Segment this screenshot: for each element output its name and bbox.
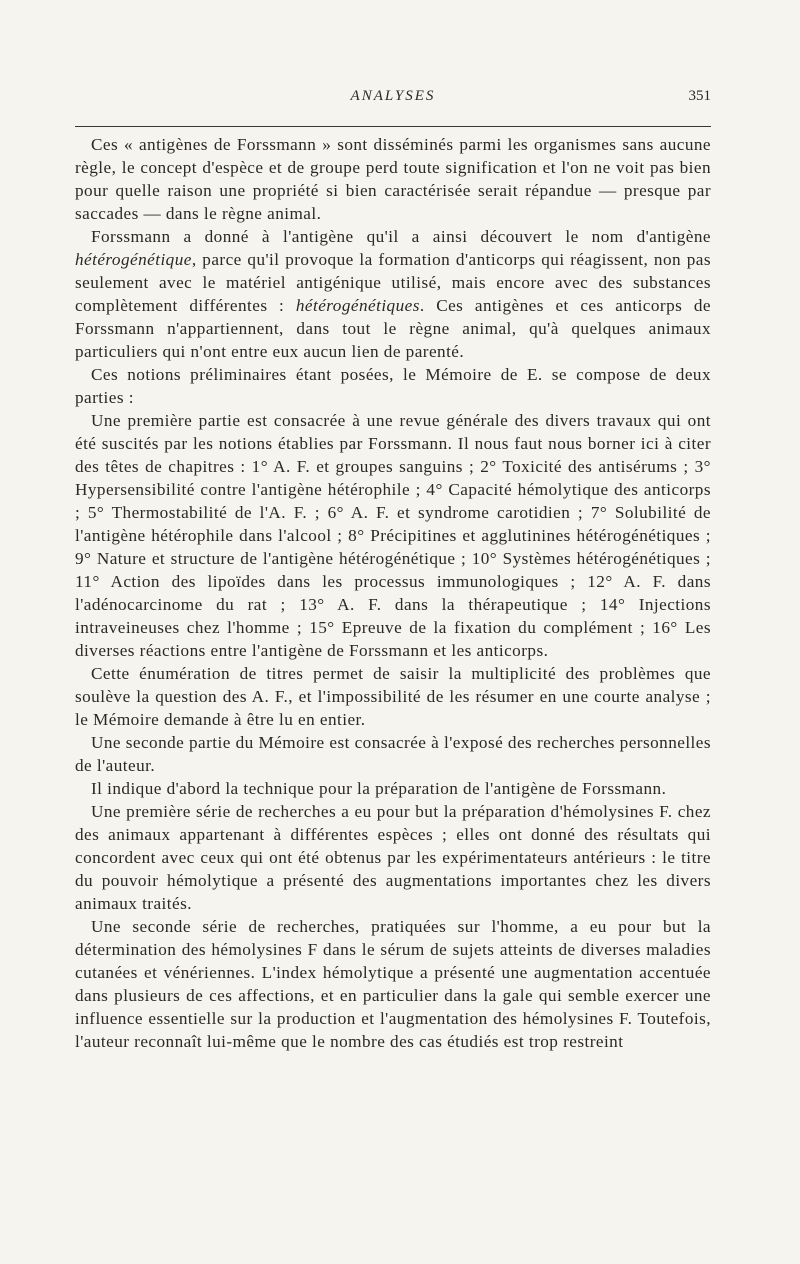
paragraph-2-part-c: . Ces antigènes et ces anticorps de Forssmann n'appartiennent, dans tout le règne animal, qu'à quelques animaux particuliers qui n'ont entre eux aucun lien de parenté. [75, 296, 711, 361]
running-title: ANALYSES [350, 88, 436, 104]
paragraph-9: Une seconde série de recherches, pratiquées sur l'homme, a eu pour but la détermination des hémolysines F dans le sérum de sujets atteints de diverses maladies cutanées et vénériennes. L'index hémolytique a présenté une augmentation accentuée dans plusieurs de ces affections, et en particulier dans la gale qui semble exercer une influence essentielle sur la production et l'augmentation des hémolysines F. Toutefois, l'auteur reconnaît lui-même que le nombre des cas étudiés est trop restreint [75, 917, 711, 1051]
paragraph-8: Une première série de recherches a eu pour but la préparation d'hémolysines F. chez des animaux appartenant à différentes espèces ; elles ont donné des résultats qui concordent avec ceux qui ont été obtenus par les expérimentateurs antérieurs : le titre du pouvoir hémolytique a présenté des augmentations importantes chez les divers animaux traités. [75, 802, 711, 913]
page-header [75, 86, 711, 114]
paragraph-7: Il indique d'abord la technique pour la préparation de l'antigène de Forssmann. [91, 779, 667, 798]
paragraph-2-part-b: , parce qu'il provoque la formation d'anticorps qui réagissent, non pas seulement avec le matériel antigénique utilisé, mais encore avec des substances complètement différentes : [75, 250, 711, 315]
italic-term-heterogenetique: hétérogénétique [75, 250, 192, 269]
paragraph-1: Ces « antigènes de Forssmann » sont disséminés parmi les organismes sans aucune règle, le concept d'espèce et de groupe perd toute signification et l'on ne voit pas bien pour quelle raison une propriété si bien caractérisée serait répandue — presque par saccades — dans le règne animal. [75, 135, 711, 223]
page-number: 351 [688, 88, 711, 104]
paragraph-2-part-a: Forssmann a donné à l'antigène qu'il a ainsi découvert le nom d'antigène [91, 227, 711, 246]
document-page [75, 86, 711, 1053]
header-rule [75, 126, 711, 127]
paragraph-2 [75, 225, 711, 363]
paragraph-6: Une seconde partie du Mémoire est consacrée à l'exposé des recherches personnelles de l'auteur. [75, 733, 711, 775]
paragraph-4: Une première partie est consacrée à une revue générale des divers travaux qui ont été suscités par les notions établies par Forssmann. Il nous faut nous borner ici à citer des têtes de chapitres : 1° A. F. et groupes sanguins ; 2° Toxicité des antisérums ; 3° Hypersensibilité contre l'antigène hétérophile ; 4° Capacité hémolytique des anticorps ; 5° Thermostabilité de l'A. F. ; 6° A. F. et syndrome carotidien ; 7° Solubilité de l'antigène hétérophile dans l'alcool ; 8° Précipitines et agglutinines hétérogénétiques ; 9° Nature et structure de l'antigène hétérogénétique ; 10° Systèmes hétérogénétiques ; 11° Action des lipoïdes dans les processus immunologiques ; 12° A. F. dans l'adénocarcinome du rat ; 13° A. F. dans la thérapeutique ; 14° Injections intraveineuses chez l'homme ; 15° Epreuve de la fixation du complément ; 16° Les diverses réactions entre l'antigène de Forssmann et les anticorps. [75, 411, 711, 660]
paragraph-3: Ces notions préliminaires étant posées, le Mémoire de E. se compose de deux parties : [75, 365, 711, 407]
paragraph-5: Cette énumération de titres permet de saisir la multiplicité des problèmes que soulève la question des A. F., et l'impossibilité de les résumer en une courte analyse ; le Mémoire demande à être lu en entier. [75, 664, 711, 729]
italic-term-heterogenetiques: hétérogénétiques [295, 296, 420, 315]
body-text [75, 133, 711, 1053]
